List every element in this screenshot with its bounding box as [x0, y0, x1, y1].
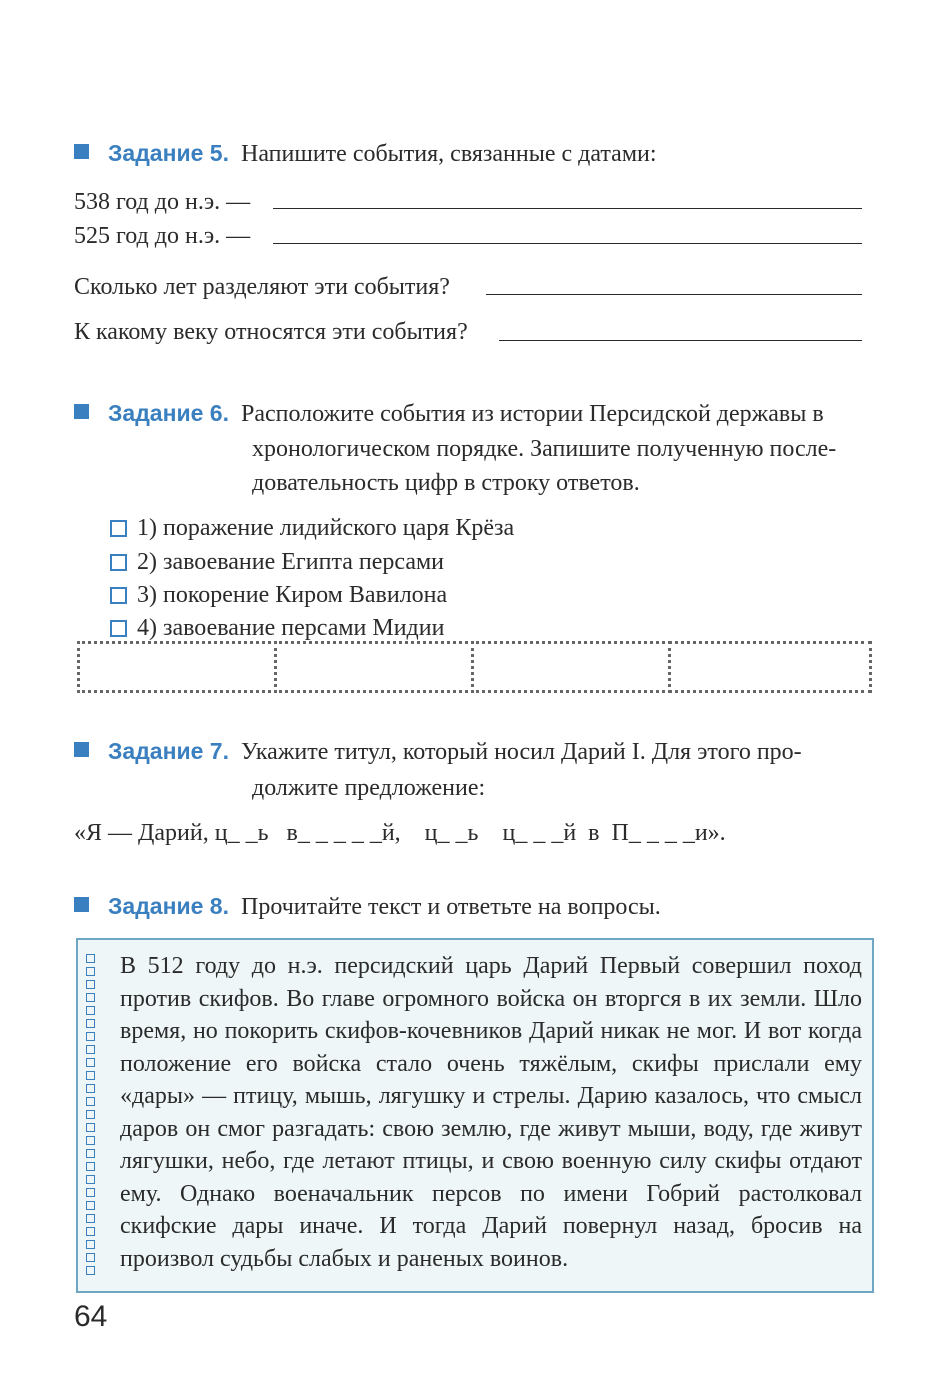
decorative-square-icon: [86, 1045, 95, 1054]
task6-text-line1: Расположите события из истории Персидской державы в: [241, 401, 824, 427]
decorative-square-icon: [86, 1149, 95, 1158]
task7-text-line2: должите предложение:: [252, 775, 486, 801]
decorative-square-icon: [86, 1175, 95, 1184]
task6-header: [74, 400, 824, 428]
answer-cell-4[interactable]: [668, 641, 872, 693]
decorative-squares-column: [86, 954, 98, 1279]
decorative-square-icon: [86, 1188, 95, 1197]
decorative-square-icon: [86, 1006, 95, 1015]
task6-label: Задание 6.: [108, 400, 229, 426]
task7-label: Задание 7.: [108, 738, 229, 764]
answer-cell-1[interactable]: [77, 641, 277, 693]
answer-line-date2[interactable]: [273, 243, 862, 244]
decorative-square-icon: [86, 1227, 95, 1236]
answer-row: [77, 641, 872, 693]
decorative-square-icon: [86, 1058, 95, 1067]
decorative-square-icon: [86, 1019, 95, 1028]
task7-text-line1: Укажите титул, который носил Дарий I. Для этого про-: [241, 739, 802, 765]
decorative-square-icon: [86, 1136, 95, 1145]
bullet-square-icon: [74, 404, 89, 419]
task6-item-label: 1) поражение лидийского царя Крёза: [137, 515, 515, 541]
task5-date1: 538 год до н.э. —: [74, 189, 251, 215]
task6-item-label: 2) завоевание Египта персами: [137, 549, 444, 575]
decorative-square-icon: [86, 1123, 95, 1132]
task8-header: [74, 893, 661, 921]
task6-item-1[interactable]: [110, 511, 514, 545]
decorative-square-icon: [86, 954, 95, 963]
task8-label: Задание 8.: [108, 893, 229, 919]
page-number: 64: [74, 1300, 108, 1333]
decorative-square-icon: [86, 1084, 95, 1093]
decorative-square-icon: [86, 1110, 95, 1119]
checkbox-icon[interactable]: [110, 587, 127, 604]
decorative-square-icon: [86, 1097, 95, 1106]
task5-header: [74, 140, 657, 168]
answer-cell-2[interactable]: [274, 641, 474, 693]
decorative-square-icon: [86, 1201, 95, 1210]
task6-item-label: 3) покорение Киром Вавилона: [137, 582, 448, 608]
task5-question1: Сколько лет разделяют эти события?: [74, 274, 450, 300]
decorative-square-icon: [86, 1032, 95, 1041]
task6-text-line2: хронологическом порядке. Запишите полученную после-: [252, 436, 837, 462]
task6-item-2[interactable]: [110, 545, 444, 579]
checkbox-icon[interactable]: [110, 520, 127, 537]
task6-item-4[interactable]: [110, 611, 444, 645]
decorative-square-icon: [86, 1240, 95, 1249]
task8-text: Прочитайте текст и ответьте на вопросы.: [241, 894, 661, 920]
bullet-square-icon: [74, 144, 89, 159]
reading-paragraph: В 512 году до н.э. персидский царь Дарий Первый совершил поход против скифов. Во главе огромного войска он вторгся в их земли. Шло время, но покорить скифов-кочевников Дарий никак не мог. И вот когда положение его войска стало очень тяжёлым, скифы прислали ему «дары» — птицу, мышь, лягушку и стрелы. Дарию казалось, что смысл даров он смог разгадать: свою землю, где живут мыши, воду, где живут лягушки, небо, где летают птицы, и свою военную силу скифы отдают ему. Однако военачальник персов по имени Гобрий растолковал скифские дары иначе. И тогда Дарий повернул назад, бросив на произвол судьбы слабых и раненых воинов.: [120, 953, 862, 1272]
bullet-square-icon: [74, 742, 89, 757]
decorative-square-icon: [86, 1071, 95, 1080]
decorative-square-icon: [86, 967, 95, 976]
decorative-square-icon: [86, 1266, 95, 1275]
checkbox-icon[interactable]: [110, 620, 127, 637]
task5-text: Напишите события, связанные с датами:: [241, 141, 657, 167]
task5-question2: К какому веку относятся эти события?: [74, 319, 468, 345]
task6-text-line3: довательность цифр в строку ответов.: [252, 470, 640, 496]
task5-date2: 525 год до н.э. —: [74, 223, 251, 249]
decorative-square-icon: [86, 1162, 95, 1171]
decorative-square-icon: [86, 980, 95, 989]
task5-label: Задание 5.: [108, 140, 229, 166]
task6-item-label: 4) завоевание персами Мидии: [137, 615, 445, 641]
answer-line-date1[interactable]: [273, 208, 862, 209]
answer-line-q2[interactable]: [499, 340, 862, 341]
decorative-square-icon: [86, 1253, 95, 1262]
bullet-square-icon: [74, 897, 89, 912]
task7-sentence[interactable]: «Я — Дарий, ц_ _ь в_ _ _ _ _й, ц_ _ь ц_ _ _й в П_ _ _ _и».: [74, 820, 726, 846]
checkbox-icon[interactable]: [110, 554, 127, 571]
task6-item-3[interactable]: [110, 578, 447, 612]
decorative-square-icon: [86, 1214, 95, 1223]
answer-cell-3[interactable]: [471, 641, 671, 693]
task7-header: [74, 738, 802, 766]
decorative-square-icon: [86, 993, 95, 1002]
answer-line-q1[interactable]: [486, 294, 862, 295]
reading-text-box: [76, 938, 874, 1293]
